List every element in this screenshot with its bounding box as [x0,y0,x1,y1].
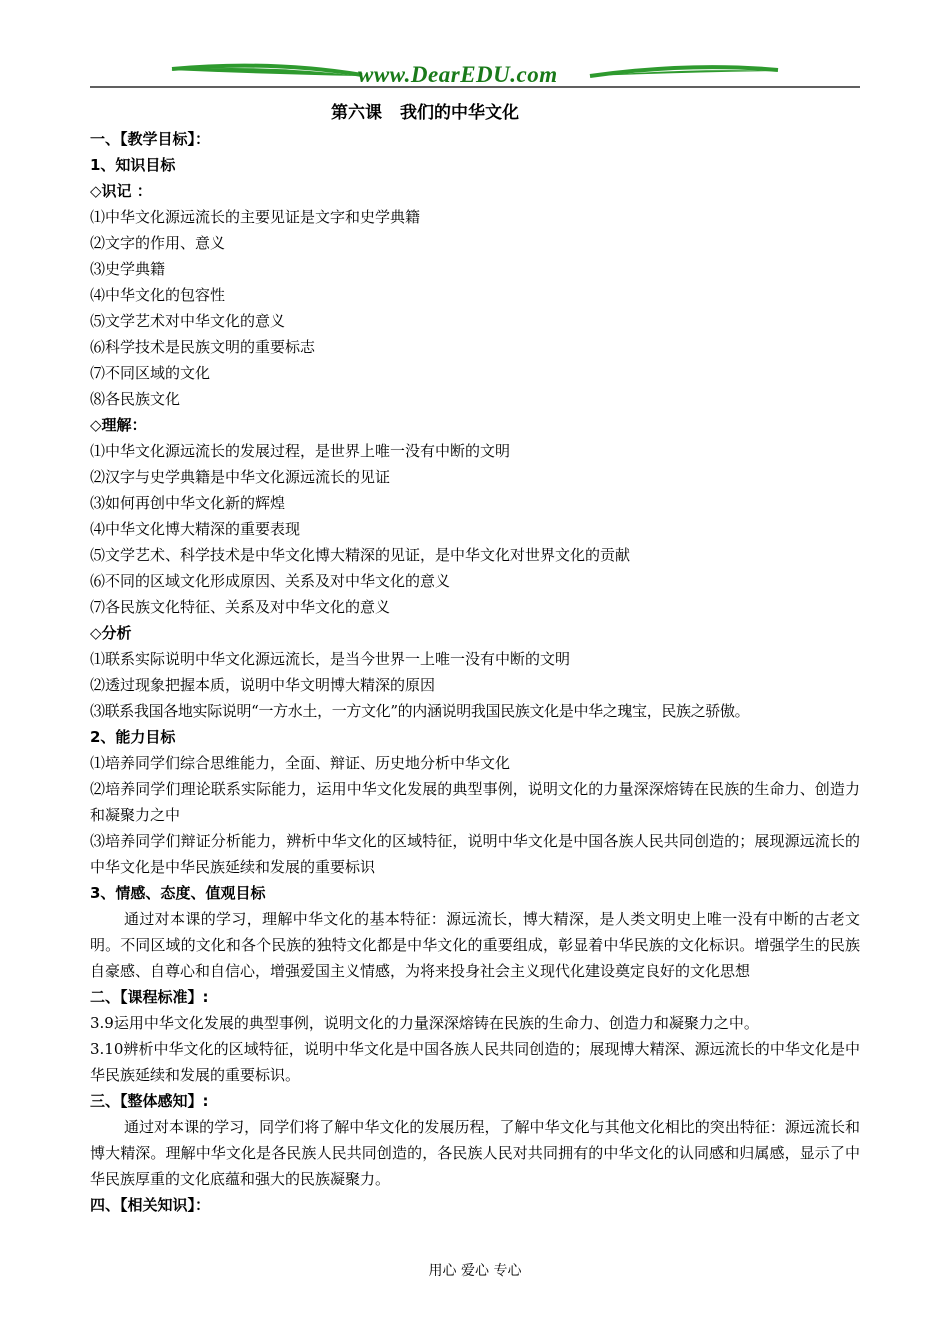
understand-heading: ◇理解： [90,416,147,434]
list-item: ⑷中华文化的包容性 [90,286,226,304]
list-item: ⑵汉字与史学典籍是中华文化源远流长的见证 [90,468,391,486]
list-item: ⑶史学典籍 [90,260,166,278]
recall-heading: ◇识记 ： [90,182,152,200]
understand-list [90,438,860,620]
lesson-number: 第六课 [331,103,382,123]
list-item: ⑺各民族文化特征、关系及对中华文化的意义 [90,598,391,616]
list-item: ⑴中华文化源远流长的主要见证是文字和史学典籍 [90,208,421,226]
emotion-heading: 3、情感、态度、值观目标 [90,884,266,902]
page-footer: 用心 爱心 专心 [428,1263,522,1279]
list-item: ⑴联系实际说明中华文化源远流长，是当今世界一上唯一没有中断的文明 [90,650,571,668]
list-item: ⑶联系我国各地实际说明“一方水土，一方文化”的内涵说明我国民族文化是中华之瑰宝，民族之骄傲。 [90,702,750,720]
list-item: ⑺不同区域的文化 [90,364,211,382]
ability-list [90,750,860,880]
list-item: ⑹科学技术是民族文明的重要标志 [90,338,316,356]
recall-list [90,204,860,412]
page-header [0,0,950,92]
list-item: ⑸文学艺术、科学技术是中华文化博大精深的见证，是中华文化对世界文化的贡献 [90,546,631,564]
section-heading-2: 二、【课程标准】: [90,988,209,1006]
list-item: ⑷中华文化博大精深的重要表现 [90,520,301,538]
analyze-heading: ◇分析 [90,624,132,642]
list-item: ⑸文学艺术对中华文化的意义 [90,312,286,330]
document-body [90,100,860,1218]
list-item: ⑶培养同学们辩证分析能力，辨析中华文化的区域特征，说明中华文化是中国各族人民共同创造的；展现源远流长的中华文化是中华民族延续和发展的重要标识 [90,832,860,876]
page-title [0,100,860,126]
ability-heading: 2、能力目标 [90,728,176,746]
site-logo[interactable]: www.DearEDU.com [358,62,558,87]
list-item: ⑵文字的作用、意义 [90,234,226,252]
list-item: ⑻各民族文化 [90,390,181,408]
list-item: ⑶如何再创中华文化新的辉煌 [90,494,286,512]
list-item: ⑹不同的区域文化形成原因、关系及对中华文化的意义 [90,572,451,590]
standard-item: 3.10辨析中华文化的区域特征，说明中华文化是中国各族人民共同创造的；展现博大精深、源远流长的中华文化是中华民族延续和发展的重要标识。 [90,1040,860,1084]
list-item: ⑵培养同学们理论联系实际能力，运用中华文化发展的典型事例，说明文化的力量深深熔铸在民族的生命力、创造力和凝聚力之中 [90,780,860,824]
overview-paragraph: 通过对本课的学习，同学们将了解中华文化的发展历程，了解中华文化与其他文化相比的突出特征：源远流长和博大精深。理解中华文化是各民族人民共同创造的，各民族人民对共同拥有的中华文化的认同感和归属感，显示了中华民族厚重的文化底蕴和强大的民族凝聚力。 [90,1118,860,1188]
list-item: ⑵透过现象把握本质，说明中华文明博大精深的原因 [90,676,436,694]
section-heading-3: 三、【整体感知】: [90,1092,209,1110]
list-item: ⑴中华文化源远流长的发展过程，是世界上唯一没有中断的文明 [90,442,511,460]
emotion-paragraph: 通过对本课的学习，理解中华文化的基本特征：源远流长，博大精深，是人类文明史上唯一没有中断的古老文明。不同区域的文化和各个民族的独特文化都是中华文化的重要组成，彰显着中华民族的文化标识。增强学生的民族自豪感、自尊心和自信心，增强爱国主义情感，为将来投身社会主义现代化建设奠定良好的文化思想 [90,910,860,980]
knowledge-heading: 1、知识目标 [90,156,176,174]
standard-item: 3.9运用中华文化发展的典型事例，说明文化的力量深深熔铸在民族的生命力、创造力和凝聚力之中。 [90,1014,759,1032]
list-item: ⑴培养同学们综合思维能力，全面、辩证、历史地分析中华文化 [90,754,511,772]
lesson-name: 我们的中华文化 [400,103,519,123]
section-heading-1: 一、【教学目标】： [90,130,211,148]
analyze-list [90,646,860,724]
section-heading-4: 四、【相关知识】： [90,1196,211,1214]
